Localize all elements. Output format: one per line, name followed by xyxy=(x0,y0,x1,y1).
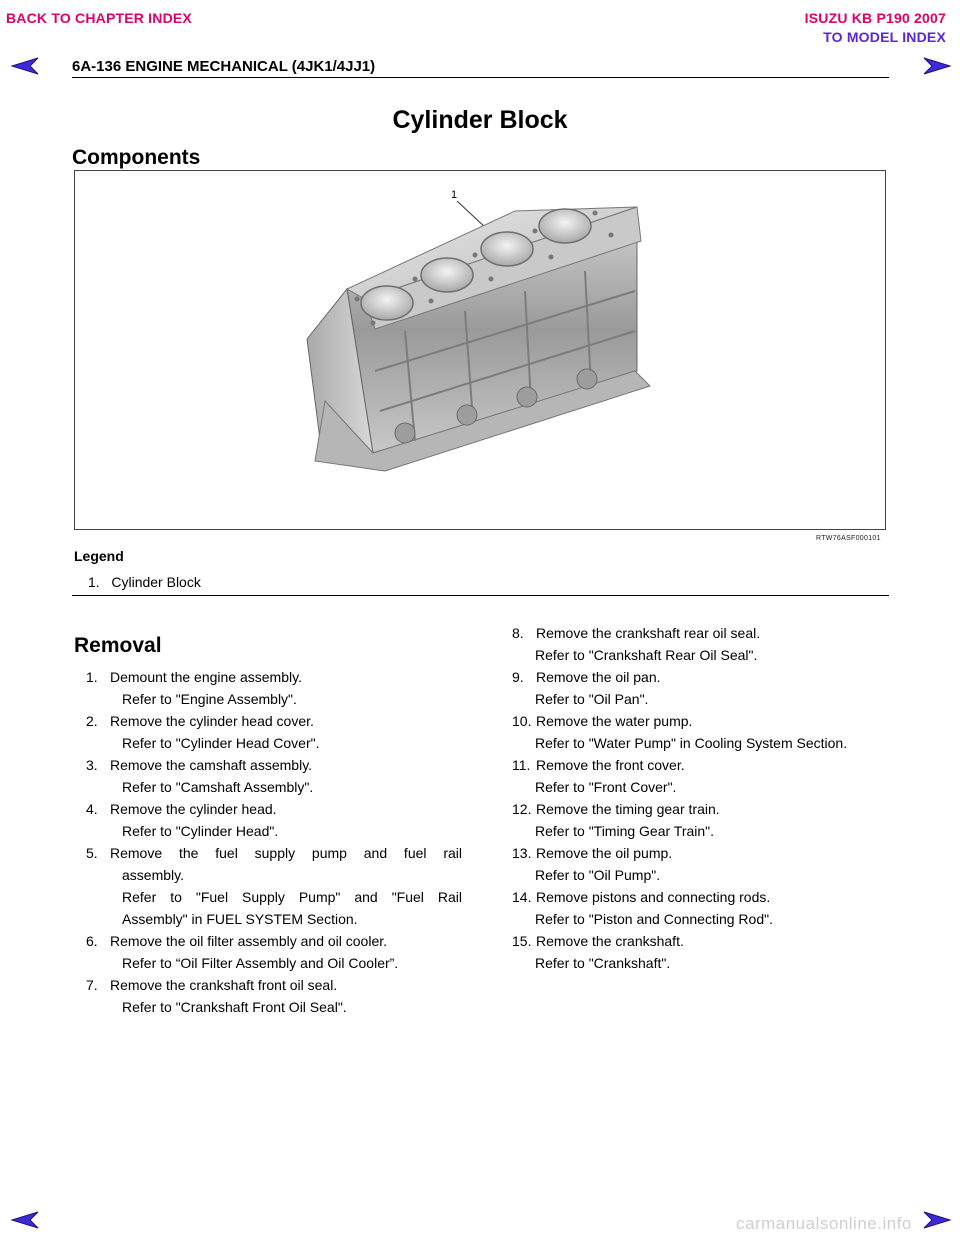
list-item xyxy=(86,666,462,710)
step-number: 11. xyxy=(512,757,531,773)
previous-page-arrow-icon[interactable] xyxy=(10,1210,40,1230)
step-reference: Refer to "Crankshaft Rear Oil Seal". xyxy=(535,647,758,663)
next-page-arrow-icon[interactable] xyxy=(922,56,952,76)
step-reference: Refer to "Crankshaft". xyxy=(535,955,671,971)
step-number: 7. xyxy=(86,977,98,993)
step-number: 9. xyxy=(512,669,524,685)
legend-item xyxy=(88,571,201,593)
step-number: 6. xyxy=(86,933,98,949)
step-reference: Refer to “Oil Filter Assembly and Oil Cooler”. xyxy=(122,955,399,971)
page-header-title: 6A-136 ENGINE MECHANICAL (4JK1/4JJ1) xyxy=(72,58,376,75)
step-number: 1. xyxy=(86,669,98,685)
step-text-continued: assembly. xyxy=(122,867,184,883)
back-to-chapter-index-link[interactable]: BACK TO CHAPTER INDEX xyxy=(6,10,192,26)
list-item xyxy=(86,974,462,1018)
list-item xyxy=(86,710,462,754)
step-number: 8. xyxy=(512,625,524,641)
cylinder-block-illustration xyxy=(75,171,885,529)
legend-item-text: Cylinder Block xyxy=(111,574,201,590)
step-number: 3. xyxy=(86,757,98,773)
list-item xyxy=(86,930,462,974)
step-reference: Refer to "Engine Assembly". xyxy=(122,691,297,707)
list-item xyxy=(512,798,902,842)
step-text: Remove the oil pump. xyxy=(536,845,673,861)
figure-code: RTW76ASF000101 xyxy=(816,535,881,542)
step-reference: Refer to "Cylinder Head Cover". xyxy=(122,735,320,751)
step-number: 10. xyxy=(512,713,532,729)
step-number: 14. xyxy=(512,889,532,905)
step-reference-continued: Assembly" in FUEL SYSTEM Section. xyxy=(122,911,358,927)
next-page-arrow-icon[interactable] xyxy=(922,1210,952,1230)
removal-steps-left xyxy=(86,666,462,1018)
step-number: 12. xyxy=(512,801,532,817)
step-text: Remove the oil pan. xyxy=(536,669,661,685)
step-text: Remove pistons and connecting rods. xyxy=(536,889,771,905)
step-reference: Refer to "Front Cover". xyxy=(535,779,677,795)
step-text: Remove the crankshaft. xyxy=(536,933,684,949)
step-number: 5. xyxy=(86,845,98,861)
step-reference: Refer to "Oil Pan". xyxy=(535,691,649,707)
components-heading: Components xyxy=(72,146,201,169)
step-text: Remove the cylinder head. xyxy=(110,801,277,817)
step-reference: Refer to "Timing Gear Train". xyxy=(535,823,715,839)
list-item xyxy=(512,754,902,798)
list-item xyxy=(86,842,462,930)
list-item xyxy=(512,622,902,666)
list-item xyxy=(512,666,902,710)
step-text: Remove the front cover. xyxy=(536,757,685,773)
step-reference: Refer to "Water Pump" in Cooling System Section. xyxy=(535,735,848,751)
removal-steps-right xyxy=(512,622,902,974)
list-item xyxy=(512,886,902,930)
step-text: Remove the cylinder head cover. xyxy=(110,713,314,729)
list-item xyxy=(512,710,902,754)
watermark: carmanualsonline.info xyxy=(736,1214,912,1233)
step-text: Remove the camshaft assembly. xyxy=(110,757,313,773)
legend-heading: Legend xyxy=(74,548,124,564)
list-item xyxy=(86,798,462,842)
list-item xyxy=(512,842,902,886)
list-item xyxy=(86,754,462,798)
step-text: Remove the timing gear train. xyxy=(536,801,720,817)
step-reference: Refer to "Piston and Connecting Rod". xyxy=(535,911,773,927)
step-text: Remove the crankshaft front oil seal. xyxy=(110,977,338,993)
model-title-link[interactable]: ISUZU KB P190 2007 xyxy=(804,10,946,26)
legend-item-number: 1. xyxy=(88,574,100,590)
callout-number: 1 xyxy=(451,189,458,201)
step-text: Remove the fuel supply pump and fuel rail xyxy=(110,845,462,861)
step-number: 15. xyxy=(512,933,532,949)
step-reference: Refer to "Crankshaft Front Oil Seal". xyxy=(122,999,347,1015)
step-text: Remove the oil filter assembly and oil cooler. xyxy=(110,933,388,949)
step-reference: Refer to "Oil Pump". xyxy=(535,867,661,883)
step-reference: Refer to "Camshaft Assembly". xyxy=(122,779,314,795)
step-text: Remove the crankshaft rear oil seal. xyxy=(536,625,761,641)
list-item xyxy=(512,930,902,974)
to-model-index-link[interactable]: TO MODEL INDEX xyxy=(823,29,946,45)
step-number: 2. xyxy=(86,713,98,729)
step-reference: Refer to "Cylinder Head". xyxy=(122,823,279,839)
step-text: Demount the engine assembly. xyxy=(110,669,302,685)
step-number: 13. xyxy=(512,845,532,861)
header-rule xyxy=(72,77,889,78)
step-number: 4. xyxy=(86,801,98,817)
step-text: Remove the water pump. xyxy=(536,713,693,729)
legend-rule xyxy=(72,595,889,596)
previous-page-arrow-icon[interactable] xyxy=(10,56,40,76)
components-figure xyxy=(74,170,886,530)
step-reference: Refer to "Fuel Supply Pump" and "Fuel Rail xyxy=(122,889,462,905)
removal-heading: Removal xyxy=(74,634,162,657)
page-title: Cylinder Block xyxy=(392,106,568,134)
